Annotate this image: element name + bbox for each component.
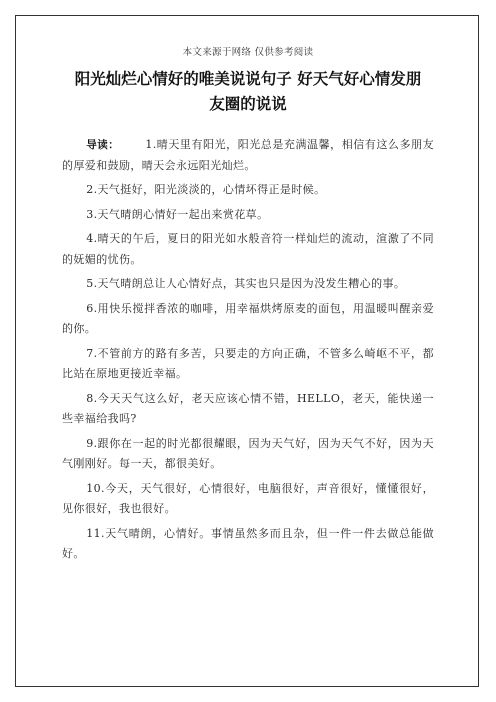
paragraph-11: 11.天气晴朗，心情好。事情虽然多而且杂，但一件一件去做总能做好。 <box>62 526 434 560</box>
paragraph-3: 3.天气晴朗心情好一起出来赏花草。 <box>86 207 269 221</box>
title-line-2: 友圈的说说 <box>209 95 287 113</box>
paragraph-10: 10.今天，天气很好，心情很好，电脑很好，声音很好，懂懂很好，见你很好，我也很好。 <box>62 481 434 515</box>
paragraph-8: 8.今天天气这么好，老天应该心情不错，HELLO，老天，能快递一些幸福给我吗? <box>62 391 434 425</box>
article-body <box>62 135 434 569</box>
paragraph-5: 5.天气晴朗总让人心情好点，其实也只是因为没发生糟心的事。 <box>86 277 406 290</box>
article-title <box>60 67 436 117</box>
paragraph-4: 4.晴天的午后，夏日的阳光如水般音符一样灿烂的流动，渲激了不同的妩媚的忧伤。 <box>62 232 434 266</box>
paragraph-text: 1.晴天里有阳光，阳光总是充满温馨，相信有这么多朋友的厚爱和鼓励，晴天会永远阳光灿烂。 <box>62 138 434 172</box>
source-note: 本文来源于网络 仅供参考阅读 <box>182 47 314 58</box>
lead-label: 导读： <box>86 139 120 151</box>
paragraph-9: 9.跟你在一起的时光都很耀眼，因为天气好，因为天气不好，因为天气刚刚好。每一天，都很美好。 <box>62 436 434 470</box>
paragraph-1 <box>62 135 434 176</box>
title-line-1: 阳光灿烂心情好的唯美说说句子 好天气好心情发朋 <box>74 70 422 88</box>
paragraph-6: 6.用快乐搅拌香浓的咖啡，用幸福烘烤原麦的面包，用温暖叫醒亲爱的你。 <box>62 301 434 335</box>
paragraph-2: 2.天气挺好，阳光淡淡的，心情坏得正是时候。 <box>86 183 326 196</box>
paragraph-7: 7.不管前方的路有多苦，只要走的方向正确，不管多么崎岖不平，都比站在原地更接近幸福。 <box>62 346 434 380</box>
